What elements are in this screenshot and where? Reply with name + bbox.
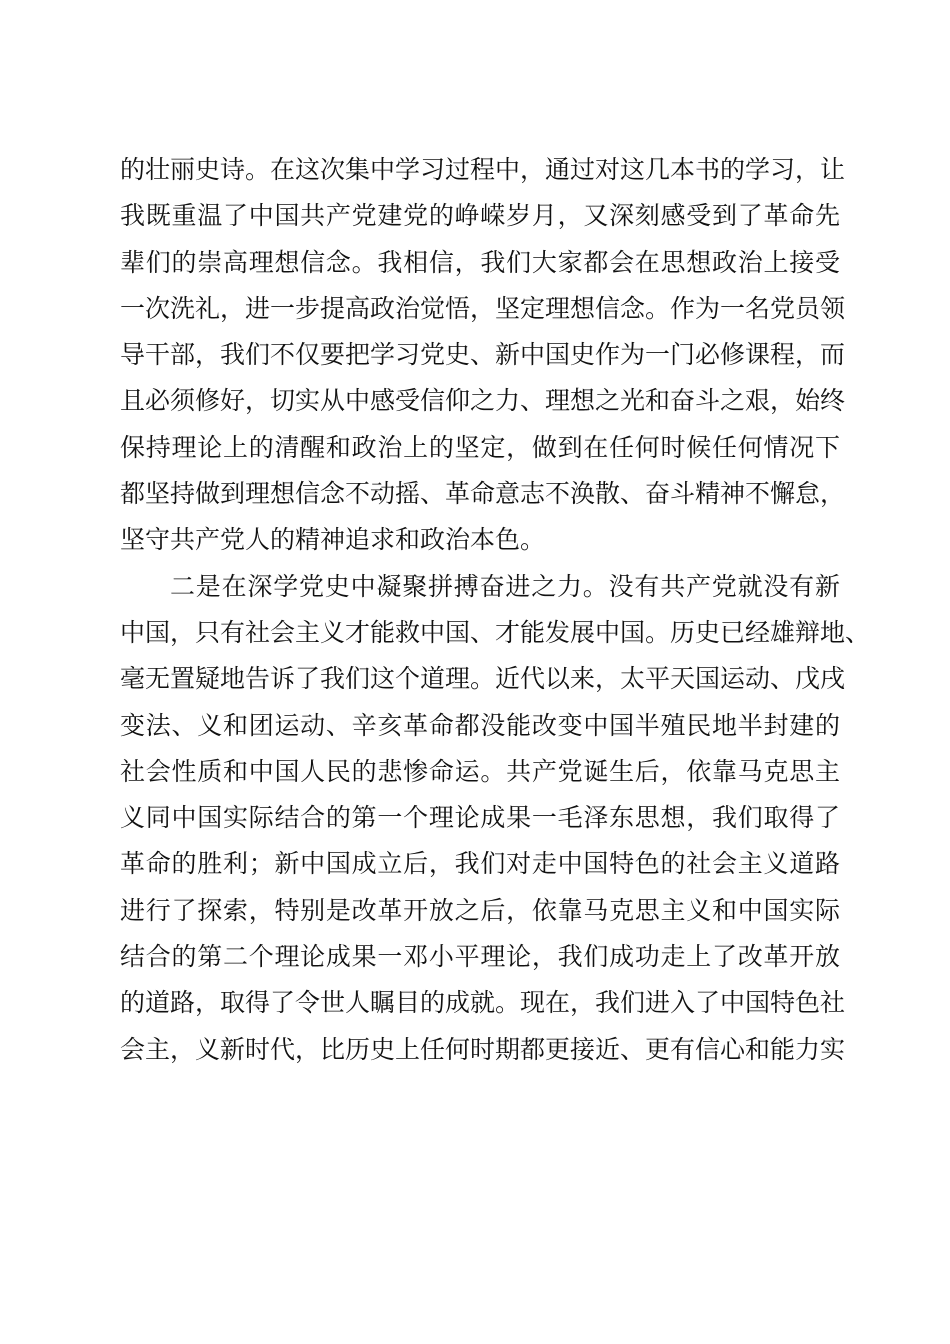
text-line: 进行了探索，特别是改革开放之后，依靠马克思主义和中国实际	[120, 895, 840, 925]
text-line: 我既重温了中国共产党建党的峥嵘岁月，又深刻感受到了革命先	[120, 201, 840, 231]
text-line: 的壮丽史诗。在这次集中学习过程中，通过对这几本书的学习，让	[120, 155, 846, 184]
body-text	[120, 147, 871, 1073]
text-line: 一次洗礼，进一步提高政治觉悟，坚定理想信念。作为一名党员领	[120, 293, 846, 323]
text-line: 的道路，取得了令世人瞩目的成就。现在，我们进入了中国特色社	[120, 988, 846, 1018]
text-line: 会主，义新时代，比历史上任何时期都更接近、更有信心和能力实	[120, 1034, 846, 1064]
paragraph-end-line: 坚守共产党人的精神追求和政治本色。	[120, 525, 546, 555]
text-line: 中国，只有社会主义才能救中国、才能发展中国。历史已经雄辩地、	[120, 617, 871, 647]
text-line: 革命的胜利；新中国成立后，我们对走中国特色的社会主义道路	[120, 849, 840, 879]
text-line: 保持理论上的清醒和政治上的坚定，做到在任何时候任何情况下	[120, 432, 840, 462]
text-line: 且必须修好，切实从中感受信仰之力、理想之光和奋斗之艰，始终	[120, 386, 846, 416]
text-line: 结合的第二个理论成果一邓小平理论，我们成功走上了改革开放	[120, 942, 840, 972]
text-line: 义同中国实际结合的第一个理论成果一毛泽东思想，我们取得了	[120, 803, 840, 833]
text-line: 辈们的崇高理想信念。我相信，我们大家都会在思想政治上接受	[120, 247, 840, 277]
text-line: 变法、义和团运动、辛亥革命都没能改变中国半殖民地半封建的	[120, 710, 840, 740]
paragraph-start-line: 二是在深学党史中凝聚拼搏奋进之力。没有共产党就没有新	[170, 571, 840, 601]
text-line: 毫无置疑地告诉了我们这个道理。近代以来，太平天国运动、戊戌	[120, 664, 846, 694]
text-line: 都坚持做到理想信念不动摇、革命意志不涣散、奋斗精神不懈怠，	[120, 479, 846, 509]
text-line: 社会性质和中国人民的悲惨命运。共产党诞生后，依靠马克思主	[120, 756, 840, 786]
text-line: 导干部，我们不仅要把学习党史、新中国史作为一门必修课程，而	[120, 340, 846, 370]
